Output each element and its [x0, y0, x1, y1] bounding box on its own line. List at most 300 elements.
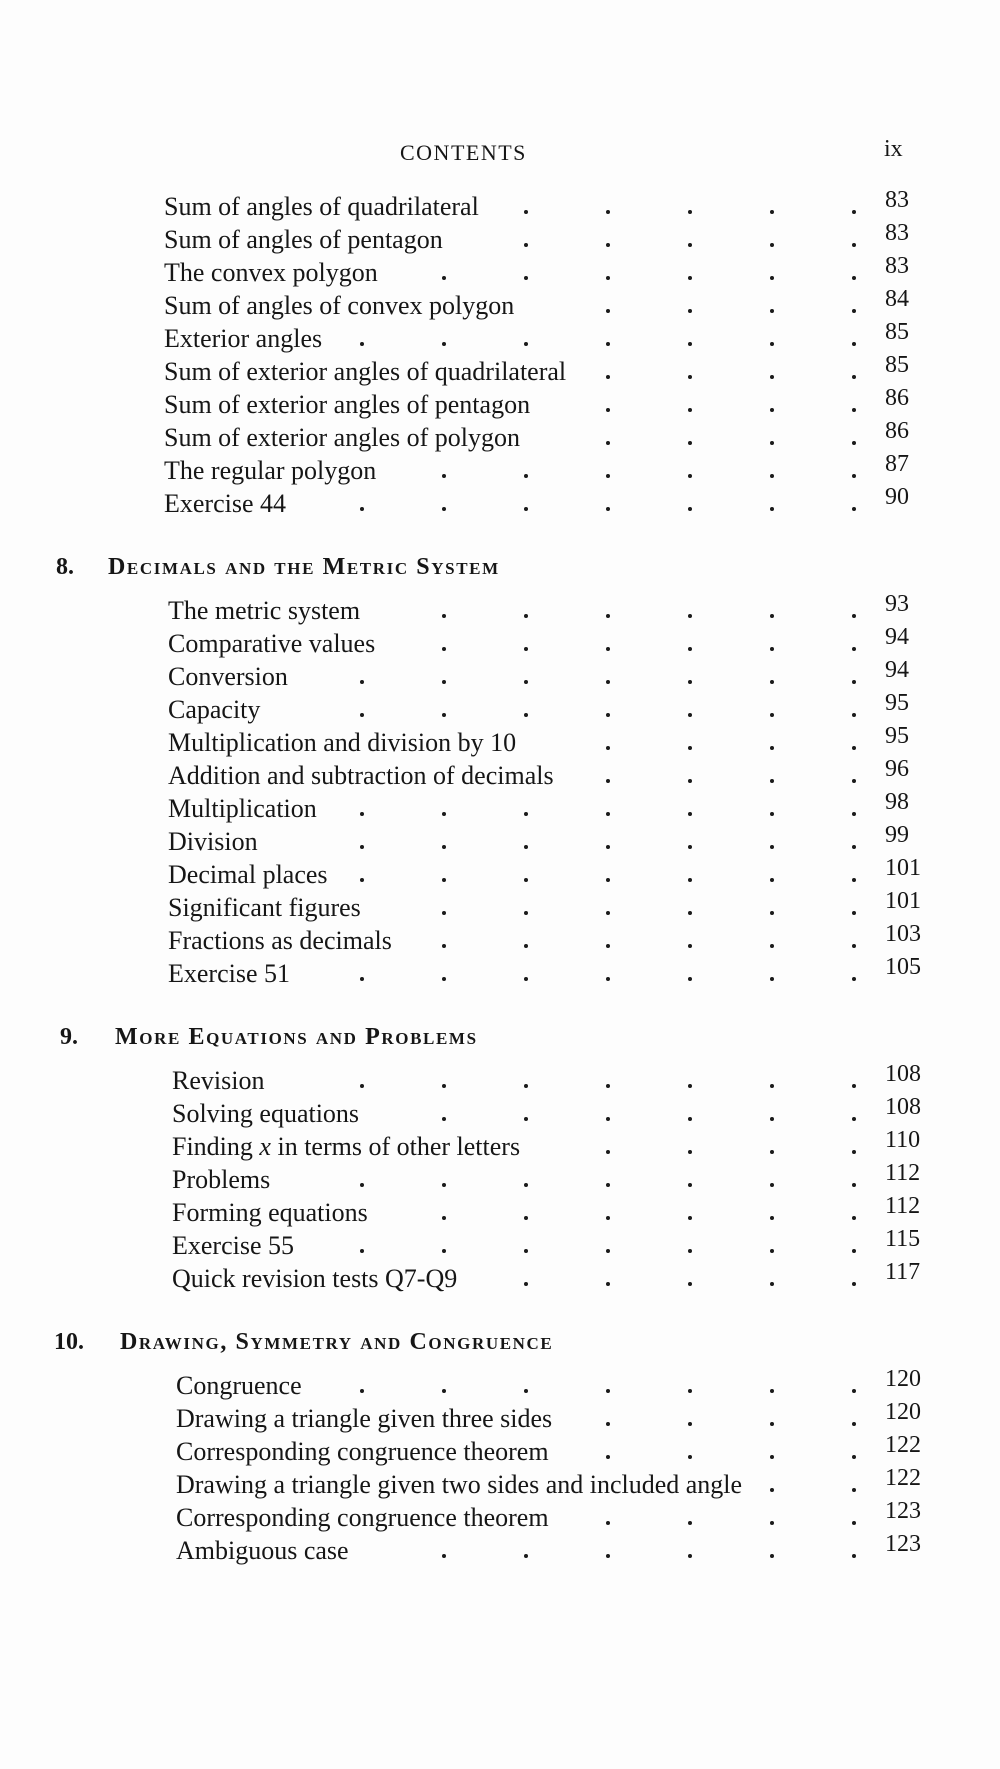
chapter-title: Drawing, Symmetry and Congruence — [120, 1329, 554, 1355]
leader-dot — [606, 977, 610, 981]
leader-dot — [688, 474, 692, 478]
dot-leader — [0, 1130, 1000, 1163]
leader-dot — [852, 779, 856, 783]
leader-dot — [770, 474, 774, 478]
leader-dot — [852, 1455, 856, 1459]
leader-dot — [442, 1249, 446, 1253]
leader-dot — [852, 614, 856, 618]
toc-entry-page-number: 108 — [885, 1061, 921, 1087]
toc-entry-label: Exercise 51 — [168, 959, 291, 988]
leader-dot — [606, 309, 610, 313]
toc-entry-page-number: 94 — [885, 657, 909, 683]
dot-leader — [0, 454, 1000, 487]
dot-leader — [0, 759, 1000, 792]
dot-leader — [0, 487, 1000, 520]
toc-entry-label: Drawing a triangle given two sides and included angle — [176, 1470, 743, 1499]
chapter-heading[interactable] — [0, 1329, 1000, 1363]
dot-leader — [0, 792, 1000, 825]
leader-dot — [524, 1183, 528, 1187]
toc-entry-page-number: 117 — [885, 1259, 921, 1285]
toc-entry-label: Drawing a triangle given three sides — [176, 1404, 553, 1433]
leader-dot — [770, 1084, 774, 1088]
leader-dot — [852, 1422, 856, 1426]
leader-dot — [442, 1084, 446, 1088]
toc-entry-label: Significant figures — [168, 893, 361, 922]
leader-dot — [442, 1183, 446, 1187]
dot-leader — [0, 190, 1000, 223]
toc-entry-label: Revision — [172, 1066, 265, 1095]
toc-entry-page-number: 83 — [885, 220, 909, 246]
leader-dot — [770, 375, 774, 379]
leader-dot — [770, 408, 774, 412]
dot-leader — [0, 1097, 1000, 1130]
leader-dot — [524, 474, 528, 478]
toc-entry-page-number: 112 — [885, 1193, 921, 1219]
leader-dot — [606, 845, 610, 849]
toc-entry-label: Sum of angles of pentagon — [164, 225, 443, 254]
leader-dot — [360, 342, 364, 346]
dot-leader — [0, 322, 1000, 355]
leader-dot — [442, 812, 446, 816]
leader-dot — [688, 1422, 692, 1426]
leader-dot — [688, 812, 692, 816]
dot-leader — [0, 1163, 1000, 1196]
leader-dot — [606, 713, 610, 717]
toc-entry-page-number: 87 — [885, 451, 909, 477]
leader-dot — [524, 342, 528, 346]
leader-dot — [688, 375, 692, 379]
leader-dot — [852, 878, 856, 882]
toc-entry[interactable] — [0, 690, 1000, 726]
leader-dot — [770, 878, 774, 882]
dot-leader — [0, 289, 1000, 322]
leader-dot — [852, 713, 856, 717]
toc-entry-page-number: 108 — [885, 1094, 921, 1120]
dot-leader — [0, 1196, 1000, 1229]
toc-entry[interactable] — [0, 352, 1000, 388]
dot-leader — [0, 1262, 1000, 1295]
dot-leader — [0, 421, 1000, 454]
leader-dot — [688, 1455, 692, 1459]
leader-dot — [770, 210, 774, 214]
dot-leader — [0, 693, 1000, 726]
leader-dot — [852, 1282, 856, 1286]
leader-dot — [524, 210, 528, 214]
toc-entry-page-number: 101 — [885, 888, 921, 914]
toc-entry[interactable] — [0, 855, 1000, 891]
leader-dot — [606, 1150, 610, 1154]
leader-dot — [524, 1282, 528, 1286]
toc-entry-label: Problems — [172, 1165, 271, 1194]
toc-entry-label: Division — [168, 827, 258, 856]
toc-entry[interactable] — [0, 1432, 1000, 1468]
leader-dot — [606, 1183, 610, 1187]
toc-entry-label: Exercise 55 — [172, 1231, 295, 1260]
leader-dot — [360, 845, 364, 849]
leader-dot — [442, 474, 446, 478]
dot-leader — [0, 726, 1000, 759]
leader-dot — [442, 276, 446, 280]
leader-dot — [524, 614, 528, 618]
leader-dot — [688, 1084, 692, 1088]
page-folio: ix — [884, 136, 903, 162]
leader-dot — [606, 210, 610, 214]
contents-section — [0, 554, 1000, 990]
toc-entry-label: Conversion — [168, 662, 288, 691]
dot-leader — [0, 1369, 1000, 1402]
toc-entry[interactable] — [0, 1127, 1000, 1163]
leader-dot — [852, 1216, 856, 1220]
toc-entry-label: Sum of exterior angles of polygon — [164, 423, 520, 452]
leader-dot — [524, 1554, 528, 1558]
leader-dot — [852, 944, 856, 948]
leader-dot — [770, 1488, 774, 1492]
toc-entry[interactable] — [0, 385, 1000, 421]
leader-dot — [360, 1389, 364, 1393]
toc-entry[interactable] — [0, 319, 1000, 355]
leader-dot — [770, 441, 774, 445]
leader-dot — [852, 1521, 856, 1525]
toc-entry[interactable] — [0, 187, 1000, 223]
leader-dot — [688, 680, 692, 684]
leader-dot — [688, 507, 692, 511]
leader-dot — [606, 647, 610, 651]
dot-leader — [0, 825, 1000, 858]
leader-dot — [688, 614, 692, 618]
leader-dot — [606, 507, 610, 511]
toc-entry[interactable] — [0, 591, 1000, 627]
leader-dot — [442, 680, 446, 684]
toc-entry[interactable] — [0, 624, 1000, 660]
leader-dot — [852, 408, 856, 412]
leader-dot — [770, 1216, 774, 1220]
toc-entry-label: Multiplication and division by 10 — [168, 728, 517, 757]
chapter-heading[interactable] — [0, 1024, 1000, 1058]
leader-dot — [688, 713, 692, 717]
leader-dot — [852, 507, 856, 511]
leader-dot — [524, 977, 528, 981]
leader-dot — [770, 845, 774, 849]
dot-leader — [0, 891, 1000, 924]
dot-leader — [0, 957, 1000, 990]
leader-dot — [770, 1249, 774, 1253]
dot-leader — [0, 660, 1000, 693]
leader-dot — [442, 845, 446, 849]
chapter-number: 9. — [60, 1024, 78, 1050]
leader-dot — [770, 276, 774, 280]
toc-entry-label: Fractions as decimals — [168, 926, 392, 955]
leader-dot — [688, 1117, 692, 1121]
leader-dot — [770, 812, 774, 816]
leader-dot — [688, 1183, 692, 1187]
leader-dot — [688, 1150, 692, 1154]
dot-leader — [0, 1229, 1000, 1262]
dot-leader — [0, 1064, 1000, 1097]
leader-dot — [442, 911, 446, 915]
leader-dot — [524, 647, 528, 651]
dot-leader — [0, 1534, 1000, 1567]
toc-entry-label: The convex polygon — [164, 258, 378, 287]
leader-dot — [524, 845, 528, 849]
leader-dot — [606, 1084, 610, 1088]
leader-dot — [770, 342, 774, 346]
toc-entry[interactable] — [0, 1531, 1000, 1567]
leader-dot — [688, 1249, 692, 1253]
leader-dot — [606, 746, 610, 750]
leader-dot — [770, 1183, 774, 1187]
leader-dot — [852, 1249, 856, 1253]
toc-entry[interactable] — [0, 921, 1000, 957]
leader-dot — [852, 1554, 856, 1558]
toc-entry[interactable] — [0, 723, 1000, 759]
leader-dot — [442, 1389, 446, 1393]
toc-entry[interactable] — [0, 1160, 1000, 1196]
leader-dot — [688, 944, 692, 948]
leader-dot — [688, 845, 692, 849]
toc-entry[interactable] — [0, 1366, 1000, 1402]
toc-entry-label: Exterior angles — [164, 324, 323, 353]
toc-entry-page-number: 85 — [885, 352, 909, 378]
toc-entry-label: Congruence — [176, 1371, 302, 1400]
leader-dot — [606, 276, 610, 280]
leader-dot — [688, 779, 692, 783]
toc-entry-label: Corresponding congruence theorem — [176, 1437, 549, 1466]
toc-entry-label: Sum of angles of convex polygon — [164, 291, 515, 320]
toc-entry[interactable] — [0, 1193, 1000, 1229]
toc-entry[interactable] — [0, 1259, 1000, 1295]
leader-dot — [852, 276, 856, 280]
leader-dot — [606, 779, 610, 783]
chapter-heading[interactable] — [0, 554, 1000, 588]
contents-section — [0, 1024, 1000, 1295]
leader-dot — [360, 1084, 364, 1088]
toc-entry[interactable] — [0, 1399, 1000, 1435]
toc-entry[interactable] — [0, 657, 1000, 693]
leader-dot — [852, 1389, 856, 1393]
leader-dot — [688, 647, 692, 651]
toc-entry-label: Multiplication — [168, 794, 317, 823]
leader-dot — [770, 614, 774, 618]
leader-dot — [442, 614, 446, 618]
toc-entry-label: Corresponding congruence theorem — [176, 1503, 549, 1532]
leader-dot — [688, 1216, 692, 1220]
toc-entry-page-number: 99 — [885, 822, 909, 848]
leader-dot — [770, 1117, 774, 1121]
leader-dot — [852, 812, 856, 816]
chapter-number: 8. — [56, 554, 74, 580]
toc-entry[interactable] — [0, 253, 1000, 289]
toc-entry-label: The regular polygon — [164, 456, 377, 485]
leader-dot — [606, 680, 610, 684]
leader-dot — [606, 812, 610, 816]
toc-entry-page-number: 115 — [885, 1226, 921, 1252]
leader-dot — [688, 210, 692, 214]
toc-entry-page-number: 95 — [885, 723, 909, 749]
toc-entry-page-number: 96 — [885, 756, 909, 782]
leader-dot — [360, 878, 364, 882]
toc-entry-page-number: 112 — [885, 1160, 921, 1186]
toc-entry-page-number: 120 — [885, 1366, 921, 1392]
toc-entry[interactable] — [0, 286, 1000, 322]
leader-dot — [852, 375, 856, 379]
leader-dot — [852, 309, 856, 313]
toc-entry-label: Sum of exterior angles of quadrilateral — [164, 357, 567, 386]
leader-dot — [852, 1084, 856, 1088]
dot-leader — [0, 355, 1000, 388]
leader-dot — [606, 1282, 610, 1286]
toc-entry-label: The metric system — [168, 596, 361, 625]
toc-entry-page-number: 103 — [885, 921, 921, 947]
leader-dot — [360, 1249, 364, 1253]
leader-dot — [606, 1455, 610, 1459]
leader-dot — [688, 977, 692, 981]
leader-dot — [688, 746, 692, 750]
chapter-number: 10. — [54, 1329, 84, 1355]
toc-entry[interactable] — [0, 1094, 1000, 1130]
leader-dot — [688, 408, 692, 412]
toc-entry-label: Sum of angles of quadrilateral — [164, 192, 479, 221]
toc-entry-label: Forming equations — [172, 1198, 368, 1227]
leader-dot — [524, 812, 528, 816]
toc-entry[interactable] — [0, 451, 1000, 487]
leader-dot — [524, 944, 528, 948]
toc-entry-page-number: 85 — [885, 319, 909, 345]
toc-entry[interactable] — [0, 756, 1000, 792]
toc-entry-label: Decimal places — [168, 860, 328, 889]
leader-dot — [524, 1389, 528, 1393]
leader-dot — [688, 1521, 692, 1525]
toc-entry[interactable] — [0, 888, 1000, 924]
leader-dot — [770, 1389, 774, 1393]
dot-leader — [0, 924, 1000, 957]
toc-entry-page-number: 84 — [885, 286, 909, 312]
running-title: CONTENTS — [400, 140, 527, 165]
leader-dot — [770, 911, 774, 915]
leader-dot — [606, 878, 610, 882]
toc-entry-page-number: 94 — [885, 624, 909, 650]
leader-dot — [524, 1216, 528, 1220]
leader-dot — [442, 1216, 446, 1220]
leader-dot — [606, 1389, 610, 1393]
leader-dot — [606, 1117, 610, 1121]
leader-dot — [770, 1150, 774, 1154]
toc-entry[interactable] — [0, 484, 1000, 520]
leader-dot — [852, 1183, 856, 1187]
leader-dot — [524, 1249, 528, 1253]
leader-dot — [770, 507, 774, 511]
toc-entry[interactable] — [0, 954, 1000, 990]
leader-dot — [852, 977, 856, 981]
leader-dot — [524, 911, 528, 915]
toc-entry-page-number: 122 — [885, 1432, 921, 1458]
leader-dot — [770, 746, 774, 750]
leader-dot — [770, 243, 774, 247]
leader-dot — [770, 1455, 774, 1459]
leader-dot — [770, 1422, 774, 1426]
dot-leader — [0, 627, 1000, 660]
toc-entry-label: Finding x in terms of other letters — [172, 1132, 521, 1161]
leader-dot — [852, 474, 856, 478]
toc-entry-label: Comparative values — [168, 629, 376, 658]
leader-dot — [524, 507, 528, 511]
toc-entry-page-number: 86 — [885, 385, 909, 411]
leader-dot — [770, 309, 774, 313]
leader-dot — [360, 507, 364, 511]
leader-dot — [606, 1249, 610, 1253]
toc-entry[interactable] — [0, 418, 1000, 454]
leader-dot — [852, 647, 856, 651]
leader-dot — [524, 243, 528, 247]
leader-dot — [852, 441, 856, 445]
leader-dot — [442, 944, 446, 948]
leader-dot — [688, 243, 692, 247]
leader-dot — [852, 746, 856, 750]
toc-entry[interactable] — [0, 1498, 1000, 1534]
leader-dot — [606, 944, 610, 948]
toc-entry[interactable] — [0, 220, 1000, 256]
leader-dot — [852, 680, 856, 684]
toc-entry-page-number: 120 — [885, 1399, 921, 1425]
leader-dot — [524, 878, 528, 882]
leader-dot — [688, 1389, 692, 1393]
toc-entry-page-number: 90 — [885, 484, 909, 510]
leader-dot — [852, 1117, 856, 1121]
leader-dot — [688, 1282, 692, 1286]
leader-dot — [360, 680, 364, 684]
contents-section — [0, 187, 1000, 520]
leader-dot — [442, 878, 446, 882]
chapter-title: More Equations and Problems — [115, 1024, 478, 1050]
toc-entry-page-number: 83 — [885, 253, 909, 279]
leader-dot — [442, 1117, 446, 1121]
toc-entry-page-number: 93 — [885, 591, 909, 617]
dot-leader — [0, 1501, 1000, 1534]
toc-entry-page-number: 101 — [885, 855, 921, 881]
leader-dot — [688, 1554, 692, 1558]
leader-dot — [606, 1554, 610, 1558]
toc-entry-label: Exercise 44 — [164, 489, 287, 518]
dot-leader — [0, 223, 1000, 256]
leader-dot — [606, 243, 610, 247]
toc-entry-page-number: 110 — [885, 1127, 921, 1153]
dot-leader — [0, 1468, 1000, 1501]
leader-dot — [688, 878, 692, 882]
leader-dot — [770, 647, 774, 651]
toc-entry[interactable] — [0, 1465, 1000, 1501]
toc-entry-label: Addition and subtraction of decimals — [168, 761, 554, 790]
leader-dot — [606, 614, 610, 618]
leader-dot — [688, 911, 692, 915]
toc-entry[interactable] — [0, 789, 1000, 825]
leader-dot — [688, 441, 692, 445]
toc-entry-page-number: 123 — [885, 1531, 921, 1557]
leader-dot — [606, 1521, 610, 1525]
leader-dot — [852, 1150, 856, 1154]
dot-leader — [0, 858, 1000, 891]
leader-dot — [606, 1216, 610, 1220]
toc-entry-label: Solving equations — [172, 1099, 360, 1128]
leader-dot — [360, 812, 364, 816]
toc-entry[interactable] — [0, 822, 1000, 858]
running-head — [0, 136, 1000, 170]
toc-entry[interactable] — [0, 1226, 1000, 1262]
leader-dot — [524, 1084, 528, 1088]
leader-dot — [360, 1183, 364, 1187]
leader-dot — [524, 1117, 528, 1121]
toc-entry[interactable] — [0, 1061, 1000, 1097]
leader-dot — [442, 342, 446, 346]
contents-list — [0, 187, 1000, 1567]
